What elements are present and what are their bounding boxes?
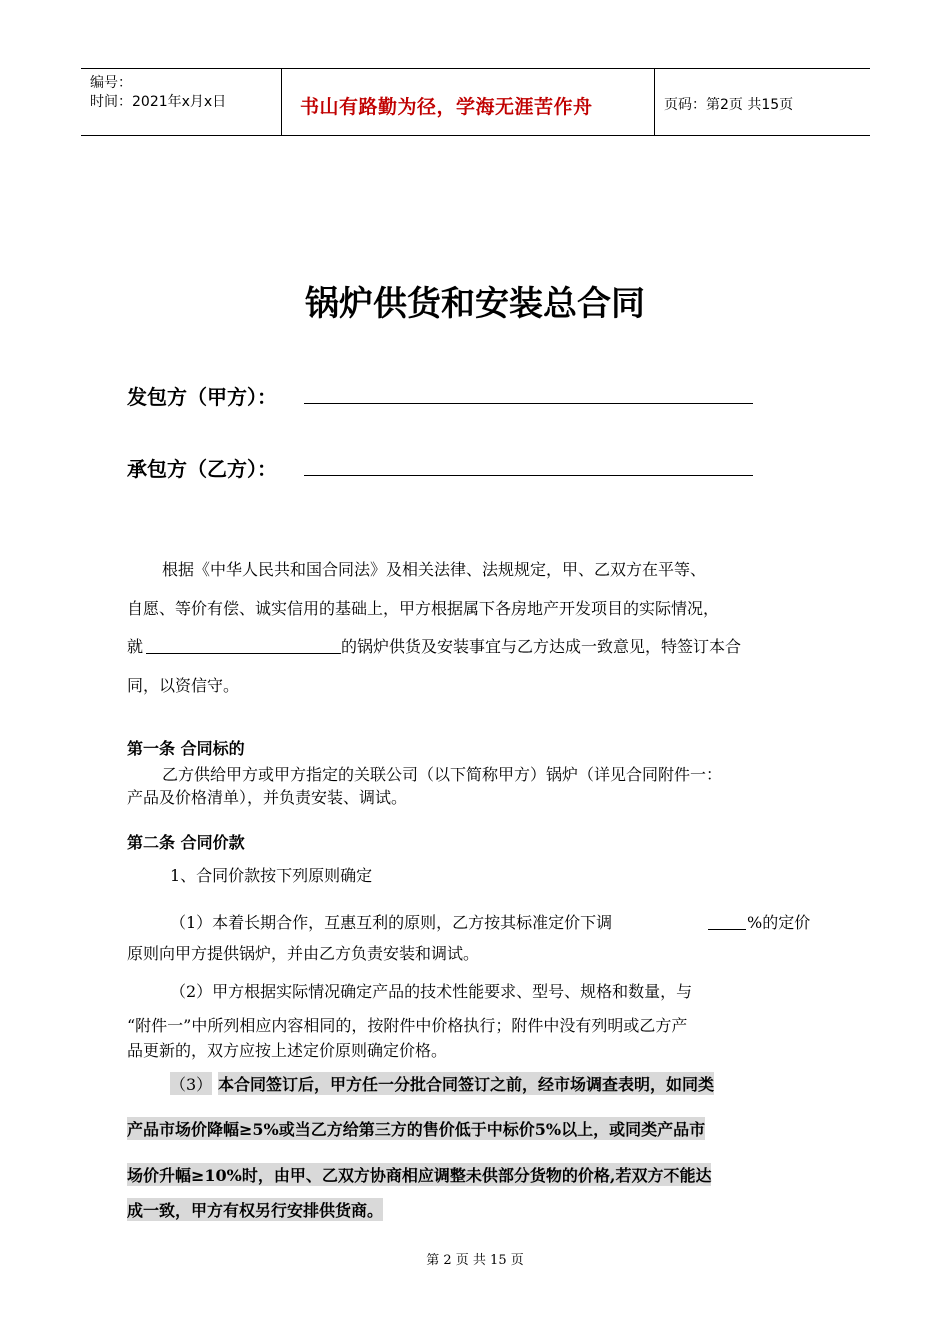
clause-3-text: 产品市场价降幅≥5%或当乙方给第三方的售价低于中标价5%以上，或同类产品市 [127, 1117, 705, 1140]
header-divider-right [654, 68, 655, 136]
clause-2-text: （2）甲方根据实际情况确定产品的技术性能要求、型号、规格和数量，与 [170, 982, 693, 1001]
clause-3-text: 场价升幅≥10%时，由甲、乙双方协商相应调整未供部分货物的价格,若双方不能达 [127, 1163, 711, 1186]
preamble-line-suffix: 的锅炉供货及安装事宜与乙方达成一致意见，特签订本合 [341, 637, 742, 656]
clause-3-number: （3） [170, 1072, 212, 1095]
header-number-label: 编号： [90, 75, 132, 91]
preamble-line: 同，以资信守。 [127, 676, 240, 695]
document-title: 锅炉供货和安装总合同 [305, 284, 645, 324]
preamble-line: 自愿、等价有偿、诚实信用的基础上，甲方根据属下各房地产开发项目的实际情况， [127, 599, 720, 618]
clause-1-text: （1）本着长期合作，互惠互利的原则，乙方按其标准定价下调 [170, 913, 613, 932]
article-2-heading: 第二条 合同价款 [127, 833, 245, 852]
party-b-blank [304, 475, 753, 476]
clause-1-text: 原则向甲方提供锅炉，并由乙方负责安装和调试。 [127, 944, 480, 963]
clause-1-text: %的定价 [747, 913, 811, 932]
project-name-blank [146, 653, 341, 654]
header-divider-left [281, 68, 282, 136]
discount-percent-blank [708, 929, 746, 930]
clause-2-text: 品更新的，双方应按上述定价原则确定价格。 [127, 1041, 448, 1060]
article-1-text: 乙方供给甲方或甲方指定的关联公司（以下简称甲方）锅炉（详见合同附件一： [162, 765, 723, 784]
preamble-line: 根据《中华人民共和国合同法》及相关法律、法规规定，甲、乙双方在平等、 [162, 560, 707, 579]
header-bottom-rule [81, 135, 870, 136]
party-a-label: 发包方（甲方）： [127, 385, 277, 409]
page-footer: 第 2 页 共 15 页 [426, 1253, 524, 1268]
article-1-text: 产品及价格清单），并负责安装、调试。 [127, 788, 408, 807]
party-b-label: 承包方（乙方）： [127, 457, 277, 481]
header-motto: 书山有路勤为径，学海无涯苦作舟 [300, 96, 593, 118]
header-page-info: 页码：第2页 共15页 [664, 97, 794, 113]
clause-3-text: 本合同签订后，甲方任一分批合同签订之前，经市场调查表明，如同类 [218, 1072, 714, 1095]
clause-2-text: “附件一”中所列相应内容相同的，按附件中价格执行；附件中没有列明或乙方产 [127, 1016, 688, 1035]
header-top-rule [81, 68, 870, 69]
preamble-line-prefix: 就 [127, 637, 144, 656]
party-a-blank [304, 403, 753, 404]
clause-3-text: 成一致，甲方有权另行安排供货商。 [127, 1198, 383, 1221]
article-2-item-1: 1、合同价款按下列原则确定 [170, 866, 373, 885]
article-1-heading: 第一条 合同标的 [127, 739, 245, 758]
header-time-label: 时间：2021年x月x日 [90, 94, 227, 110]
